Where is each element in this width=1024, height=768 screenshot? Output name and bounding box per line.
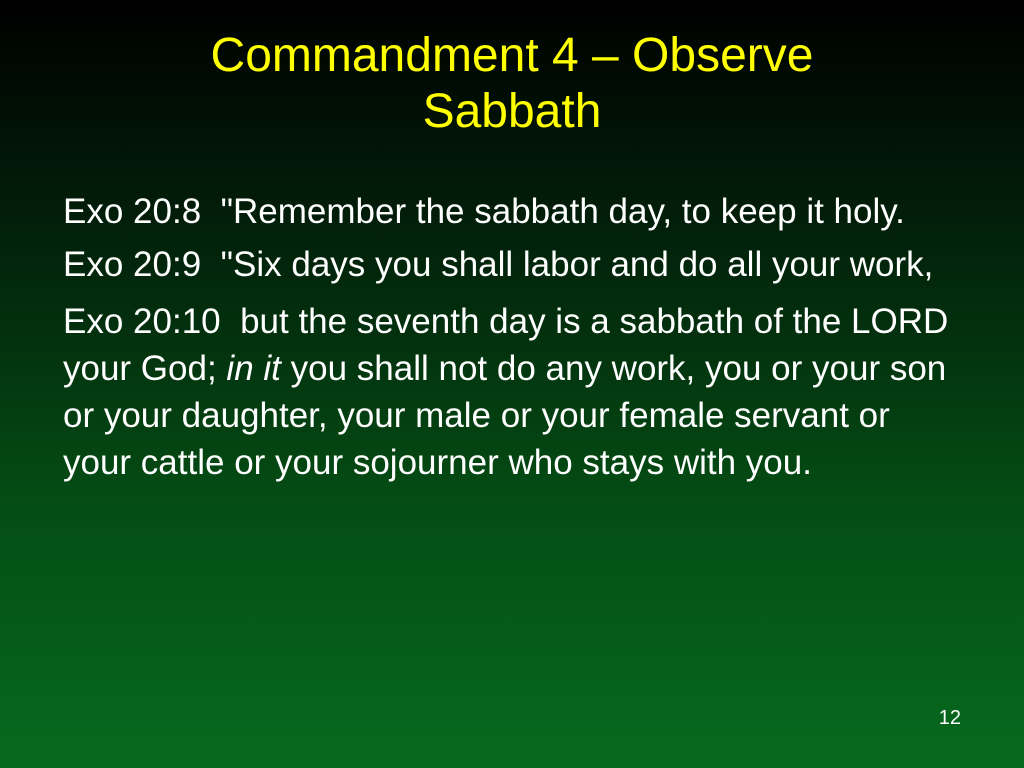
verse-reference: Exo 20:8 — [63, 192, 221, 231]
verse-text: but the seventh day is a sabbath of the LORD your God; — [63, 302, 949, 388]
slide-body — [63, 188, 963, 496]
verse-reference: Exo 20:9 — [63, 245, 221, 284]
verse-reference: Exo 20:10 — [63, 302, 241, 341]
slide-title — [60, 28, 964, 140]
verse-text: "Remember the sabbath day, to keep it holy. — [220, 192, 905, 231]
title-line-1: Commandment 4 – Observe — [210, 29, 814, 82]
verse-paragraph — [63, 188, 963, 235]
title-line-2: Sabbath — [422, 85, 602, 138]
page-number: 12 — [938, 707, 961, 729]
verse-text-continued: you shall not do any work, you or your son or your daughter, your male or your female servant or your cattle or your sojourner who stays with you. — [63, 349, 947, 482]
verse-paragraph — [63, 241, 963, 288]
verse-text: "Six days you shall labor and do all your work, — [220, 245, 934, 284]
verse-paragraph — [63, 298, 963, 486]
verse-italic-text: in it — [226, 349, 281, 388]
